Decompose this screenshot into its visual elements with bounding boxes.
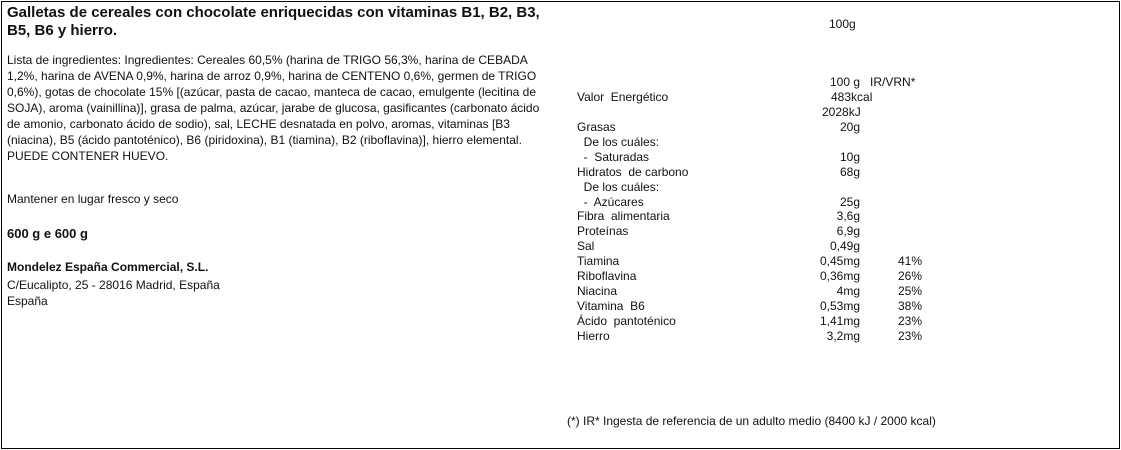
nutrient-label: Hierro <box>577 329 610 343</box>
nutrient-value: 1,41mg <box>819 314 860 328</box>
nutrient-percent: 41% <box>898 254 923 268</box>
nutrient-label: De los cuáles: <box>577 180 660 194</box>
nutrient-value: 0,36mg <box>819 269 860 283</box>
nutrition-top-header: 100g <box>829 17 856 31</box>
nutrient-value: 10g <box>839 150 860 164</box>
nutrient-label: Sal <box>577 239 595 253</box>
nutrient-value: 0,49g <box>829 239 860 253</box>
company-name: Mondelez España Commercial, S.L. <box>7 260 209 274</box>
nutrient-label: Grasas <box>577 120 616 134</box>
nutrition-footnote: (*) IR* Ingesta de referencia de un adulto medio (8400 kJ / 2000 kcal) <box>567 414 936 428</box>
nutrient-percent: 25% <box>898 284 923 298</box>
nutrient-label: Ácido pantoténico <box>577 314 676 328</box>
nutrient-value: 25g <box>839 195 860 209</box>
nutrient-percent: 23% <box>898 314 923 328</box>
storage-instructions: Mantener en lugar fresco y seco <box>7 192 179 206</box>
nutrient-percent: 38% <box>898 299 923 313</box>
nutrient-label: Tiamina <box>577 254 620 268</box>
nutrient-percent: 23% <box>898 329 923 343</box>
nutrient-value: 68g <box>839 165 860 179</box>
nutrient-value: 20g <box>839 120 860 134</box>
address-line-1: C/Eucalipto, 25 - 28016 Madrid, España <box>7 278 220 292</box>
nutrient-value: 4mg <box>836 284 860 298</box>
nutrient-value: 3,2mg <box>826 329 860 343</box>
nutrition-column-header: 100 g IR/VRN* <box>830 75 916 89</box>
nutrient-value: 0,45mg <box>819 254 860 268</box>
nutrient-percent: 26% <box>898 269 923 283</box>
nutrient-label: Vitamina B6 <box>577 299 645 313</box>
energy-kcal: 483kcal <box>831 90 873 104</box>
nutrient-label: Proteínas <box>577 224 629 238</box>
energy-label: Valor Energético <box>577 90 669 104</box>
nutrient-label: Fibra alimentaria <box>577 209 670 223</box>
nutrient-label: - Azúcares <box>577 195 644 209</box>
nutrient-label: - Saturadas <box>577 150 650 164</box>
ingredients-list: Lista de ingredientes: Ingredientes: Cereales 60,5% (harina de TRIGO 56,3%, harina de CEBADA 1,2%, harina de AVENA 0,9%, harina de arroz 0,9%, harina de CENTENO 0,6%, germen de TRIGO 0,6%), gotas de chocolate 15% [(azúcar, pasta de cacao, manteca de cacao, emulgente (lecitina de SOJA), aroma (vainillina)], grasa de palma, azúcar, jarabe de glucosa, gasificantes (carbonato ácido de amonio, carbonato ácido de sodio), sal, LECHE desnatada en polvo, aromas, vitaminas [B3 (niacina), B5 (ácido pantoténico), B6 (piridoxina), B1 (tiamina), B2 (riboflavina)], hierro elemental. PUEDE CONTENER HUEVO. <box>7 53 540 163</box>
nutrient-label: De los cuáles: <box>577 135 660 149</box>
nutrient-value: 0,53mg <box>819 299 860 313</box>
product-title: Galletas de cereales con chocolate enriquecidas con vitaminas B1, B2, B3, B5, B6 y hierro. <box>7 4 540 39</box>
address-line-2: España <box>7 294 48 308</box>
nutrient-label: Niacina <box>577 284 618 298</box>
energy-kj: 2028kJ <box>822 105 861 119</box>
nutrient-value: 6,9g <box>836 224 860 238</box>
company-address <box>7 277 267 309</box>
nutrient-value: 3,6g <box>836 209 860 223</box>
nutrient-label: Riboflavina <box>577 269 637 283</box>
net-weight: 600 g e 600 g <box>7 226 88 241</box>
nutrient-label: Hidratos de carbono <box>577 165 689 179</box>
